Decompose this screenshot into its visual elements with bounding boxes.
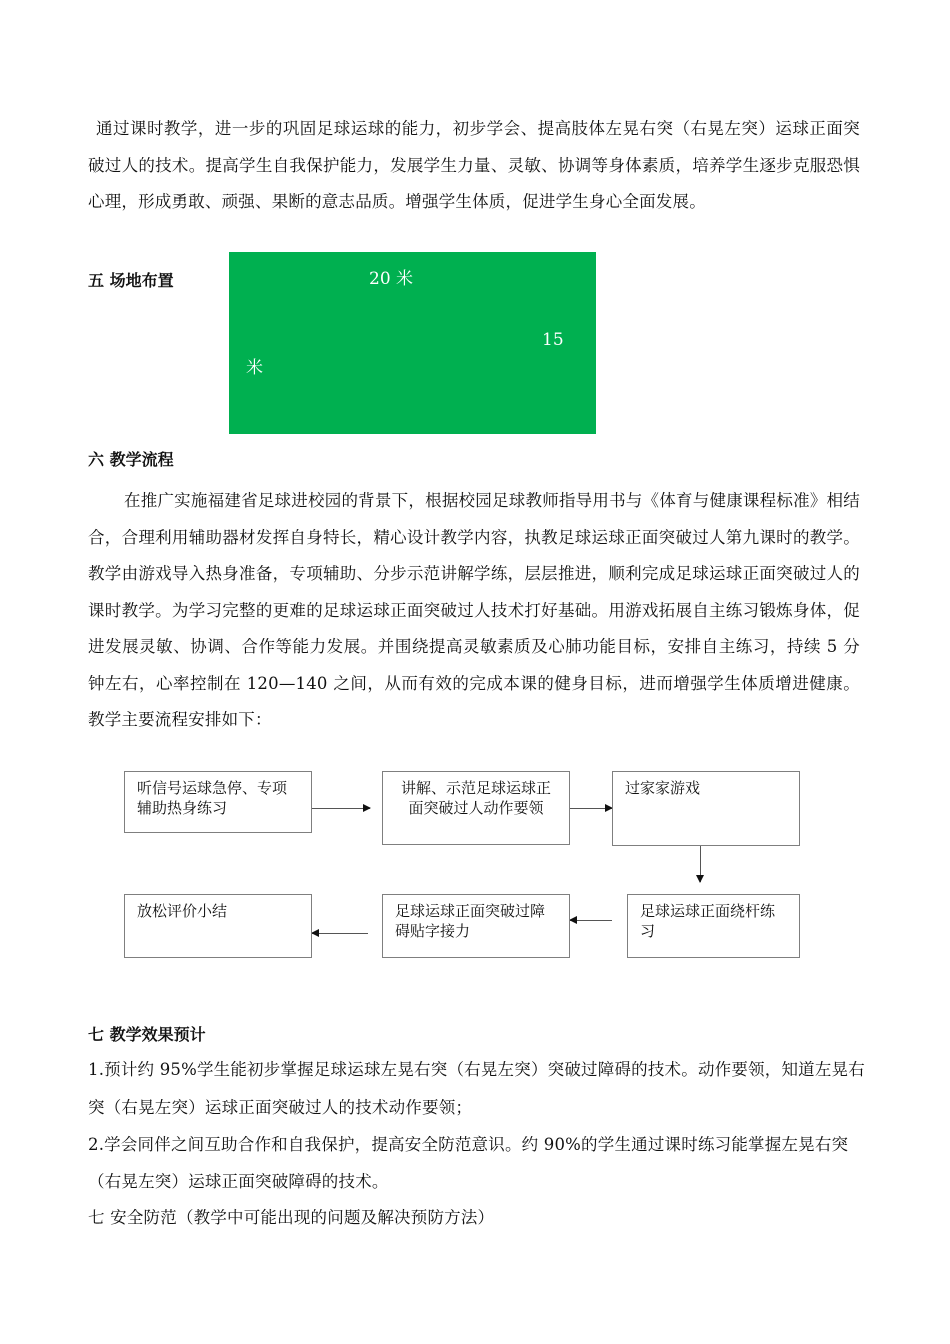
- field-width-label: 20 米: [369, 269, 414, 289]
- expectation-item-1-line-2: 突（右晃左突）运球正面突破过人的技术动作要领；: [88, 1098, 473, 1117]
- expectation-item-2-line-2: （右晃左突）运球正面突破障碍的技术。: [88, 1172, 389, 1191]
- section-7-heading: 七 教学效果预计: [88, 1025, 206, 1044]
- section-5-heading: 五 场地布置: [88, 271, 174, 290]
- expectation-item-1-line-1: 1.预计约 95%学生能初步掌握足球运球左晃右突（右晃左突）突破过障碍的技术。动作要领，知道左晃右: [88, 1060, 865, 1079]
- flow-arrow-3-4: [700, 846, 701, 882]
- section-6-heading: 六 教学流程: [88, 450, 174, 469]
- flow-step-3: 过家家游戏: [612, 771, 800, 846]
- field-height-unit: 米: [246, 358, 263, 378]
- flow-step-1: 听信号运球急停、专项辅助热身练习: [124, 771, 312, 833]
- flow-arrow-1-2: [312, 808, 370, 809]
- flow-step-2: 讲解、示范足球运球正面突破过人动作要领: [382, 771, 570, 845]
- safety-heading: 七 安全防范（教学中可能出现的问题及解决预防方法）: [88, 1208, 495, 1227]
- field-height-number: 15: [542, 330, 564, 350]
- flow-step-4: 足球运球正面绕杆练习: [627, 894, 800, 958]
- section-6-paragraph: 在推广实施福建省足球进校园的背景下，根据校园足球教师指导用书与《体育与健康课程标准》相结合，合理利用辅助器材发挥自身特长，精心设计教学内容，执教足球运球正面突破过人第九课时的教学。教学由游戏导入热身准备，专项辅助、分步示范讲解学练，层层推进，顺利完成足球运球正面突破过人的课时教学。为学习完整的更难的足球运球正面突破过人技术打好基础。用游戏拓展自主练习锻炼身体，促进发展灵敏、协调、合作等能力发展。并围绕提高灵敏素质及心肺功能目标，安排自主练习，持续 5 分钟左右，心率控制在 120—140 之间，从而有效的完成本课的健身目标，进而增强学生体质增进健康。教学主要流程安排如下：: [88, 491, 860, 729]
- flow-step-5: 足球运球正面突破过障碍贴字接力: [382, 894, 570, 958]
- flow-arrow-4-5: [570, 920, 612, 921]
- flow-step-6: 放松评价小结: [124, 894, 312, 958]
- intro-paragraph: 通过课时教学，进一步的巩固足球运球的能力，初步学会、提高肢体左晃右突（右晃左突）运球正面突破过人的技术。提高学生自我保护能力，发展学生力量、灵敏、协调等身体素质，培养学生逐步克服恐惧心理，形成勇敢、顽强、果断的意志品质。增强学生体质，促进学生身心全面发展。: [88, 119, 860, 211]
- field-layout-diagram: [229, 252, 596, 434]
- flow-arrow-5-6: [312, 933, 368, 934]
- expectation-item-2-line-1: 2.学会同伴之间互助合作和自我保护，提高安全防范意识。约 90%的学生通过课时练习能掌握左晃右突: [88, 1135, 849, 1154]
- flow-arrow-2-3: [570, 808, 612, 809]
